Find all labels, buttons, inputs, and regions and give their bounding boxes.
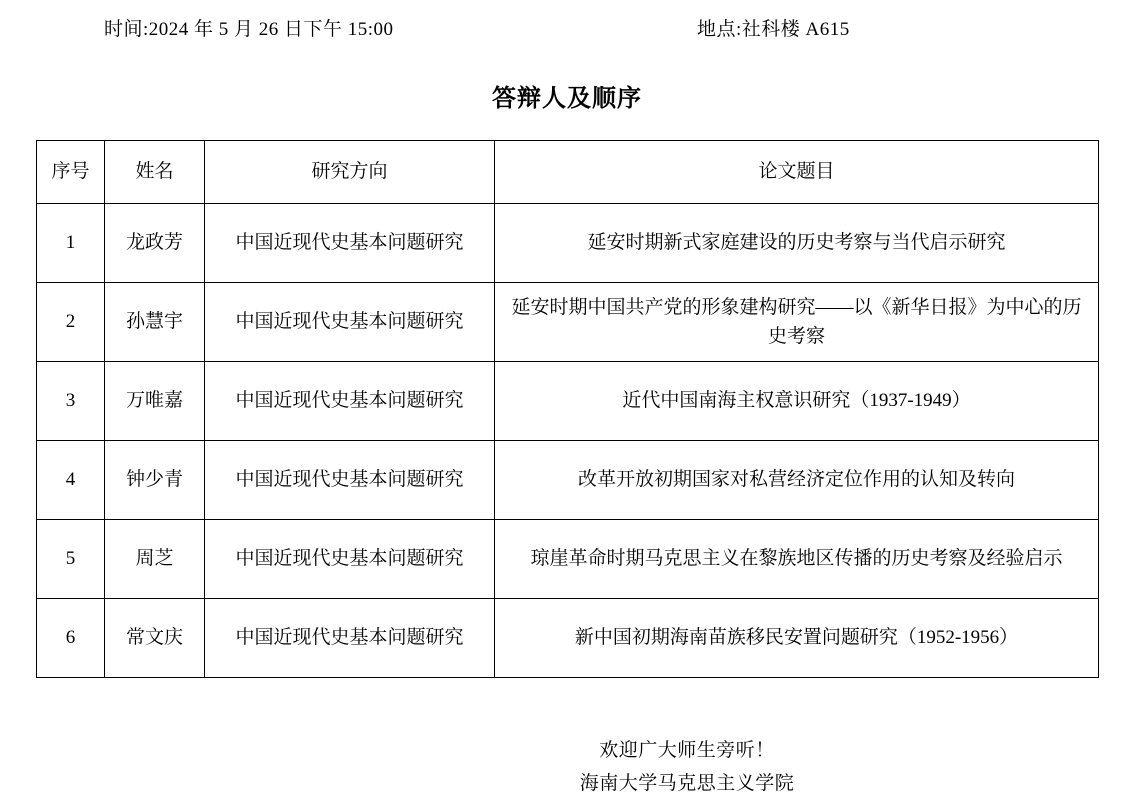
column-header-thesis: 论文题目 bbox=[495, 141, 1099, 204]
cell-field: 中国近现代史基本问题研究 bbox=[205, 362, 495, 441]
cell-index: 5 bbox=[37, 520, 105, 599]
table-row bbox=[37, 283, 1099, 362]
cell-name: 常文庆 bbox=[105, 599, 205, 678]
cell-thesis: 改革开放初期国家对私营经济定位作用的认知及转向 bbox=[495, 441, 1099, 520]
page-title: 答辩人及顺序 bbox=[492, 86, 642, 112]
cell-name: 钟少青 bbox=[105, 441, 205, 520]
cell-index: 6 bbox=[37, 599, 105, 678]
cell-field: 中国近现代史基本问题研究 bbox=[205, 204, 495, 283]
cell-name: 周芝 bbox=[105, 520, 205, 599]
cell-name: 孙慧宇 bbox=[105, 283, 205, 362]
cell-index: 4 bbox=[37, 441, 105, 520]
cell-thesis: 近代中国南海主权意识研究（1937-1949） bbox=[495, 362, 1099, 441]
column-header-field: 研究方向 bbox=[205, 141, 495, 204]
column-header-index: 序号 bbox=[37, 141, 105, 204]
cell-field: 中国近现代史基本问题研究 bbox=[205, 283, 495, 362]
cell-thesis: 琼崖革命时期马克思主义在黎族地区传播的历史考察及经验启示 bbox=[495, 520, 1099, 599]
table-row bbox=[37, 362, 1099, 441]
cell-field: 中国近现代史基本问题研究 bbox=[205, 441, 495, 520]
cell-thesis: 新中国初期海南苗族移民安置问题研究（1952-1956） bbox=[495, 599, 1099, 678]
meeting-place: 地点:社科楼 A615 bbox=[697, 19, 850, 40]
cell-thesis: 延安时期新式家庭建设的历史考察与当代启示研究 bbox=[495, 204, 1099, 283]
table-header-row bbox=[37, 141, 1099, 204]
table-row bbox=[37, 441, 1099, 520]
defense-order-table bbox=[36, 140, 1099, 678]
cell-index: 1 bbox=[37, 204, 105, 283]
cell-field: 中国近现代史基本问题研究 bbox=[205, 599, 495, 678]
cell-name: 万唯嘉 bbox=[105, 362, 205, 441]
table-row bbox=[37, 599, 1099, 678]
cell-name: 龙政芳 bbox=[105, 204, 205, 283]
cell-field: 中国近现代史基本问题研究 bbox=[205, 520, 495, 599]
footer-welcome: 欢迎广大师生旁听！ bbox=[599, 740, 775, 761]
cell-index: 3 bbox=[37, 362, 105, 441]
cell-thesis: 延安时期中国共产党的形象建构研究——以《新华日报》为中心的历史考察 bbox=[495, 283, 1099, 362]
meeting-time: 时间:2024 年 5 月 26 日下午 15:00 bbox=[104, 19, 394, 40]
meta-row bbox=[0, 14, 1134, 44]
table-row bbox=[37, 204, 1099, 283]
column-header-name: 姓名 bbox=[105, 141, 205, 204]
footer-organization: 海南大学马克思主义学院 bbox=[579, 773, 795, 794]
table-row bbox=[37, 520, 1099, 599]
cell-index: 2 bbox=[37, 283, 105, 362]
